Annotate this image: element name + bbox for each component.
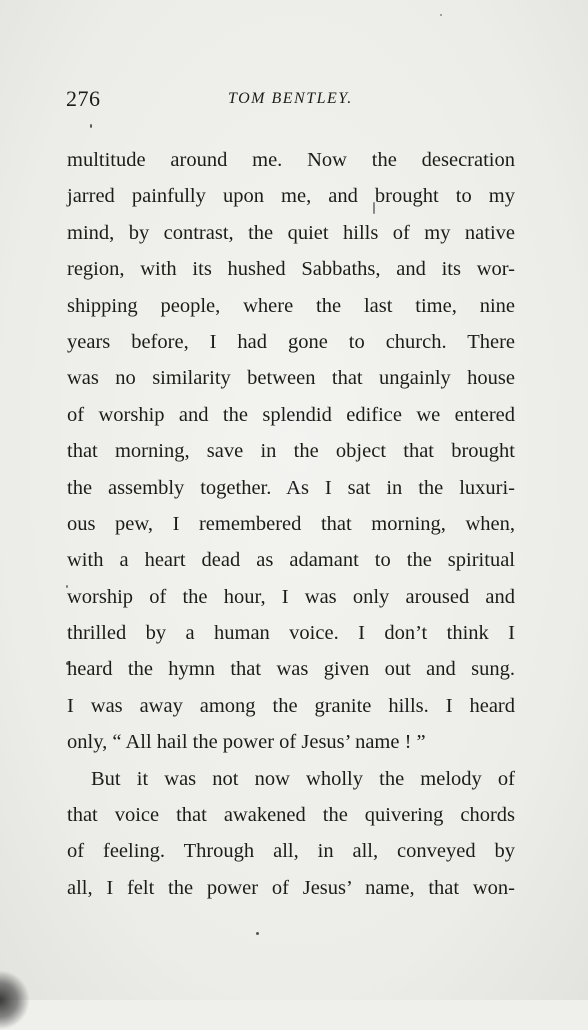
page-number: 276 [66, 86, 101, 111]
text-line: the assembly together. As I sat in the luxuri- [67, 476, 515, 499]
ink-speck [256, 932, 259, 935]
text-line: that morning, save in the object that brought [67, 440, 515, 463]
paragraph [67, 142, 515, 761]
text-line: I was away among the granite hills. I heard [67, 694, 515, 717]
text-line: with a heart dead as adamant to the spiritual [67, 549, 515, 572]
text-line: of worship and the splendid edifice we entered [67, 403, 515, 426]
text-line: heard the hymn that was given out and sung. [67, 658, 515, 681]
text-line: of feeling. Through all, in all, conveyed by [67, 840, 515, 863]
text-line: region, with its hushed Sabbaths, and its wor- [67, 258, 515, 281]
text-line: But it was not now wholly the melody of [91, 767, 515, 790]
text-line: shipping people, where the last time, nine [67, 294, 515, 317]
text-line: thrilled by a human voice. I don’t think I [67, 622, 515, 645]
paragraph [67, 761, 515, 907]
text-line: was no similarity between that ungainly house [67, 367, 515, 390]
text-line: worship of the hour, I was only aroused and [67, 585, 515, 608]
text-line: mind, by contrast, the quiet hills of my native [67, 221, 515, 244]
ink-speck [440, 14, 442, 16]
page-corner-shadow [0, 970, 30, 1030]
running-head: TOM BENTLEY. [228, 90, 353, 107]
ink-speck [90, 124, 92, 128]
text-line: multitude around me. Now the desecration [67, 149, 515, 171]
page-header [66, 86, 516, 116]
text-line: ous pew, I remembered that morning, when, [67, 512, 515, 535]
text-line: all, I felt the power of Jesus’ name, that won- [67, 876, 515, 899]
text-line: jarred painfully upon me, and brought to my [67, 185, 515, 208]
text-line: that voice that awakened the quivering chords [67, 804, 515, 827]
text-line: only, “ All hail the power of Jesus’ name ! ” [67, 731, 426, 754]
text-line: years before, I had gone to church. There [67, 330, 515, 353]
body-text [67, 142, 515, 906]
